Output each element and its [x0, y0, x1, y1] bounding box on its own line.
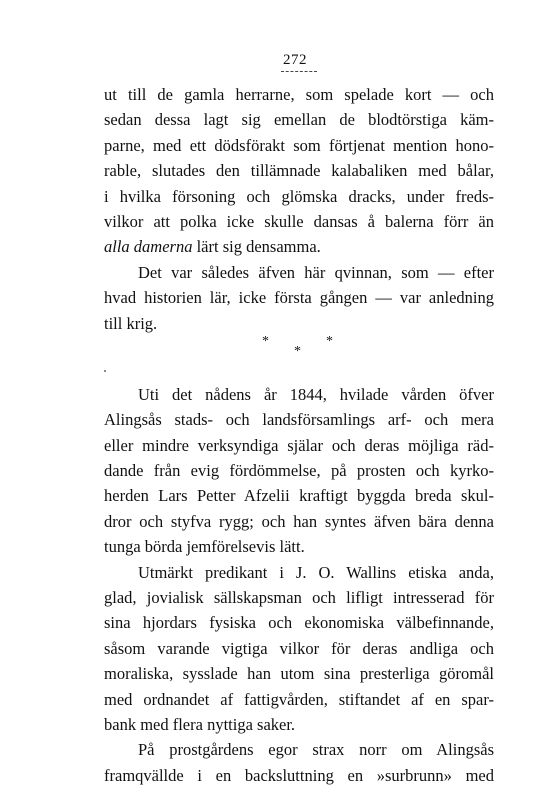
text-line: dror och styfva rygg; och han syntes äfven bära denna	[104, 511, 494, 531]
text-line-rest: lärt sig densamma.	[192, 237, 321, 257]
paragraph-3	[104, 382, 494, 560]
text-line: På prostgårdens egor strax norr om Alingsås	[138, 740, 494, 760]
text-line: vilkor att polka icke skulle dansas å balerna förr än	[104, 211, 494, 231]
text-line: med ordnandet af fattigvården, stiftandet af en spar-	[104, 689, 494, 709]
text-line: Alingsås stads- och landsförsamlings arf- och mera	[104, 410, 494, 430]
text-line: till krig.	[104, 313, 158, 333]
text-line	[104, 234, 494, 259]
paragraph-1	[104, 82, 494, 260]
text-line: Det var således äfven här qvinnan, som — efter	[138, 262, 494, 282]
section-break-asterism	[104, 333, 494, 372]
text-line: eller mindre verksyndiga själar och deras möjliga räd-	[104, 435, 494, 455]
text-line: bank med flera nyttiga saker.	[104, 714, 296, 734]
print-speck	[104, 370, 106, 372]
text-line: framqvällde i en backsluttning en »surbrunn» med	[104, 765, 494, 785]
text-line: moraliska, sysslade han utom sina presterliga göromål	[104, 664, 494, 684]
asterisk: *	[326, 333, 333, 349]
text-line: såsom varande vigtiga vilkor för deras andliga och	[104, 638, 494, 658]
text-line: hvad historien lär, icke första gången — var anledning	[104, 288, 494, 308]
text-line: sedan dessa lagt sig emellan de blodtörstiga käm-	[104, 110, 494, 130]
text-line: rable, slutades den tillämnade kalabaliken med bålar,	[104, 161, 494, 181]
body-text	[104, 82, 494, 788]
text-line: Uti det nådens år 1844, hvilade vården öfver	[138, 384, 494, 404]
paragraph-4	[104, 560, 494, 738]
asterisk: *	[262, 333, 269, 349]
spacer	[104, 372, 494, 382]
asterisk: *	[294, 343, 301, 359]
text-line: tunga börda jemförelsevis lätt.	[104, 537, 305, 557]
page-number-rule	[281, 71, 317, 72]
text-line: ut till de gamla herrarne, som spelade kort — och	[104, 85, 494, 104]
text-line: i hvilka försoning och glömska dracks, under freds-	[104, 186, 494, 206]
text-line: Utmärkt predikant i J. O. Wallins etiska anda,	[138, 562, 494, 582]
paragraph-5	[104, 737, 494, 788]
text-line: sina hjordars fysiska och ekonomiska välbefinnande,	[104, 613, 494, 633]
text-line: herden Lars Petter Afzelii kraftigt byggda breda skul-	[104, 486, 494, 506]
page-number: 272	[283, 52, 307, 68]
italic-phrase: alla damerna	[104, 237, 193, 257]
text-line: parne, med ett dödsförakt som förtjenat mention hono-	[104, 135, 494, 155]
text-line: dande från evig fördömmelse, på prosten och kyrko-	[104, 461, 494, 481]
text-line: glad, jovialisk sällskapsman och lifligt intresserad för	[104, 588, 494, 608]
paragraph-2	[104, 260, 494, 336]
